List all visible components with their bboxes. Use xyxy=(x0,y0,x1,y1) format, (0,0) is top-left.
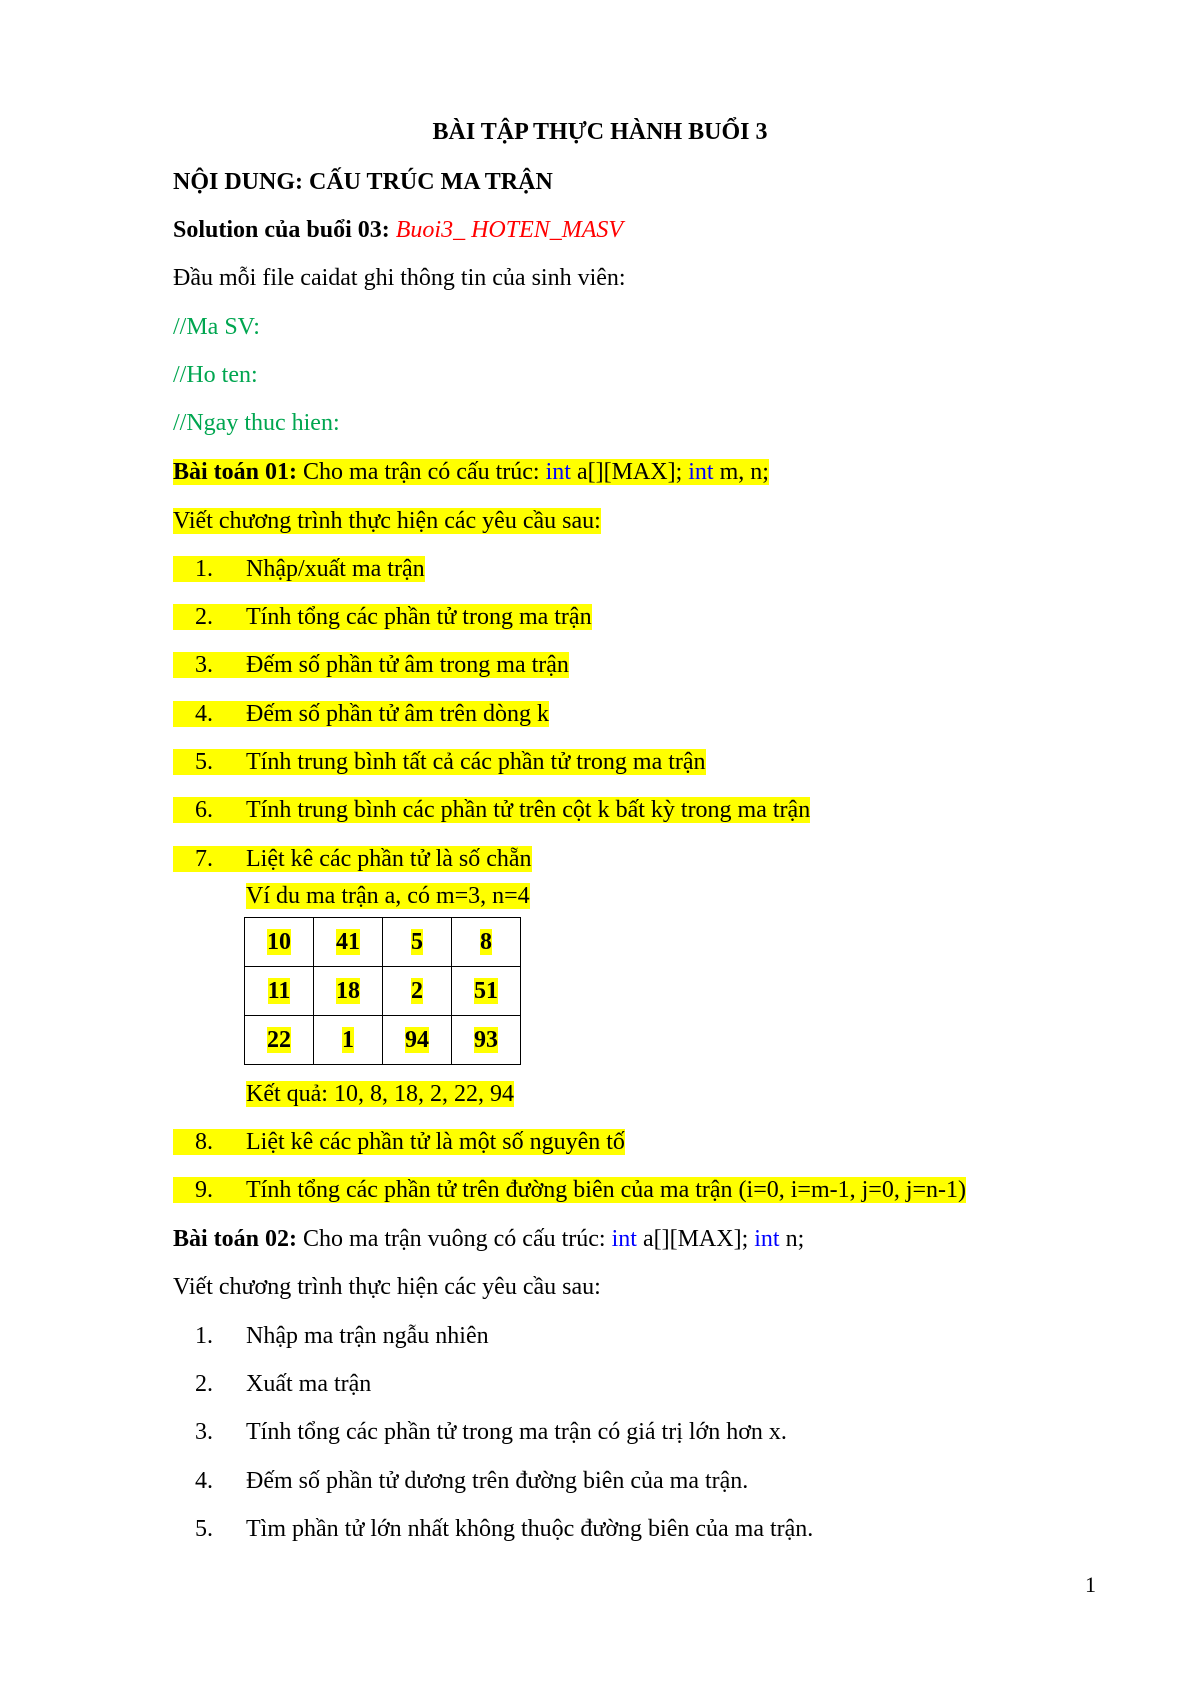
problem2-code2: n; xyxy=(785,1226,805,1252)
problem1-kw1: int xyxy=(545,459,571,485)
header-note: Đầu mỗi file caidat ghi thông tin của sinh viên: xyxy=(173,265,626,291)
matrix-cell: 93 xyxy=(452,1016,521,1065)
problem2-statement xyxy=(173,1223,804,1255)
matrix-cell: 18 xyxy=(314,967,383,1016)
matrix-cell: 11 xyxy=(245,967,314,1016)
problem2-item-5: 5. Tìm phần tử lớn nhất không thuộc đường biên của ma trận. xyxy=(195,1516,814,1542)
problem2-label: Bài toán 02: xyxy=(173,1226,298,1252)
solution-value: Buoi3_ HOTEN_MASV xyxy=(395,217,624,243)
problem2-code1: a[][MAX]; xyxy=(642,1226,749,1252)
matrix-cell: 10 xyxy=(245,918,314,967)
page-title: BÀI TẬP THỰC HÀNH BUỔI 3 xyxy=(432,119,768,145)
problem1-code2: m, n; xyxy=(719,459,769,485)
comment-hoten: //Ho ten: xyxy=(173,362,258,388)
problem1-kw2: int xyxy=(688,459,714,485)
problem1-text: Cho ma trận có cấu trúc: xyxy=(303,459,540,485)
problem2-item-2: 2. Xuất ma trận xyxy=(195,1371,372,1397)
problem1-item-8: 8. Liệt kê các phần tử là một số nguyên tố xyxy=(173,1126,625,1158)
matrix-cell: 1 xyxy=(314,1016,383,1065)
problem2-item-4: 4. Đếm số phần tử dương trên đường biên của ma trận. xyxy=(195,1468,749,1494)
matrix-cell: 2 xyxy=(383,967,452,1016)
comment-masv: //Ma SV: xyxy=(173,314,260,340)
problem1-item-2: 2. Tính tổng các phần tử trong ma trận xyxy=(173,601,592,633)
matrix-row xyxy=(245,967,521,1016)
problem1-item-1: 1. Nhập/xuất ma trận xyxy=(173,553,425,585)
problem2-item-3: 3. Tính tổng các phần tử trong ma trận có giá trị lớn hơn x. xyxy=(195,1419,787,1445)
problem2-kw2: int xyxy=(754,1226,780,1252)
matrix-row xyxy=(245,1016,521,1065)
matrix-cell: 5 xyxy=(383,918,452,967)
problem2-item-1: 1. Nhập ma trận ngẫu nhiên xyxy=(195,1323,489,1349)
problem1-code1: a[][MAX]; xyxy=(576,459,683,485)
matrix-row xyxy=(245,918,521,967)
problem1-intro: Viết chương trình thực hiện các yêu cầu sau: xyxy=(173,508,601,534)
problem1-item-3: 3. Đếm số phần tử âm trong ma trận xyxy=(173,649,569,681)
page-number: 1 xyxy=(1085,1572,1096,1597)
problem1-item-4: 4. Đếm số phần tử âm trên dòng k xyxy=(173,698,549,730)
problem1-item-5: 5. Tính trung bình tất cả các phần tử trong ma trận xyxy=(173,746,706,778)
problem2-intro: Viết chương trình thực hiện các yêu cầu sau: xyxy=(173,1274,601,1300)
problem1-statement xyxy=(173,456,769,488)
matrix-cell: 8 xyxy=(452,918,521,967)
problem1-item-6: 6. Tính trung bình các phần tử trên cột k bất kỳ trong ma trận xyxy=(173,794,810,826)
matrix-cell: 51 xyxy=(452,967,521,1016)
matrix-cell: 41 xyxy=(314,918,383,967)
content-label: NỘI DUNG: CẤU TRÚC MA TRẬN xyxy=(173,169,553,195)
problem1-item-7: 7. Liệt kê các phần tử là số chẵn xyxy=(173,843,532,875)
example-result: Kết quả: 10, 8, 18, 2, 22, 94 xyxy=(246,1081,514,1107)
example-matrix xyxy=(244,917,521,1065)
matrix-cell: 22 xyxy=(245,1016,314,1065)
matrix-cell: 94 xyxy=(383,1016,452,1065)
problem1-item-9: 9. Tính tổng các phần tử trên đường biên của ma trận (i=0, i=m-1, j=0, j=n-1) xyxy=(173,1174,966,1206)
solution-label: Solution của buổi 03: xyxy=(173,217,390,243)
solution-line xyxy=(173,214,623,246)
comment-ngay: //Ngay thuc hien: xyxy=(173,410,340,436)
problem1-label: Bài toán 01: xyxy=(173,459,298,485)
example-caption: Ví du ma trận a, có m=3, n=4 xyxy=(246,883,530,909)
problem2-text: Cho ma trận vuông có cấu trúc: xyxy=(303,1226,606,1252)
problem2-kw1: int xyxy=(611,1226,637,1252)
